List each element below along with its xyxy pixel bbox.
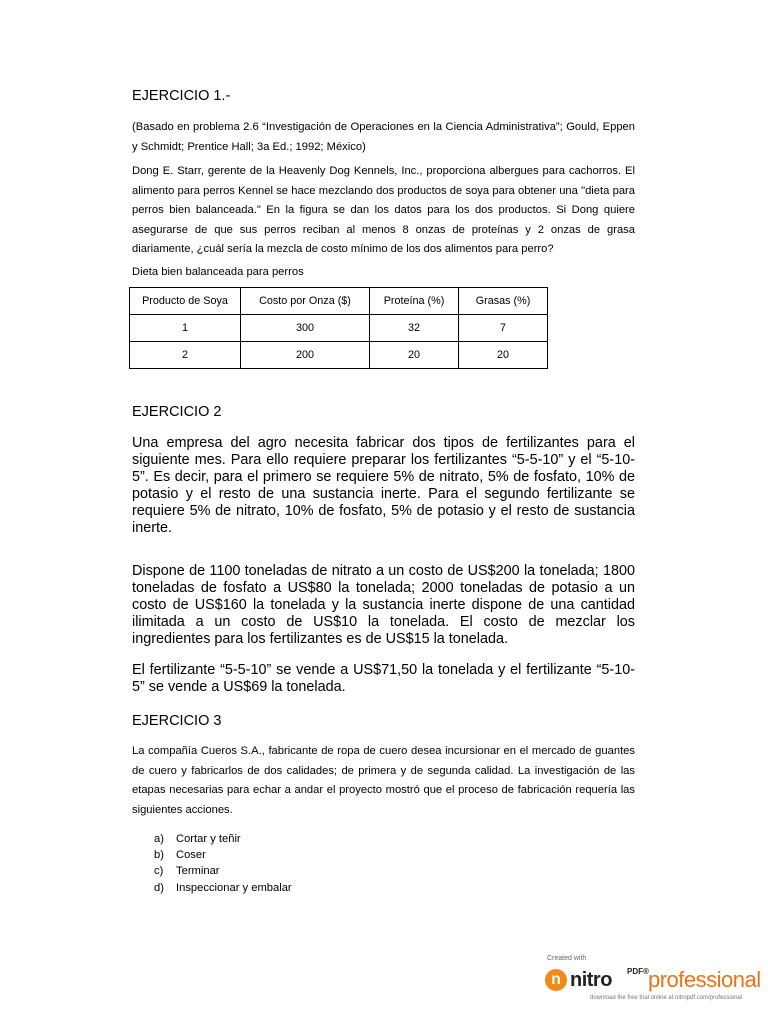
exercise-2-paragraph-2: Dispone de 1100 toneladas de nitrato a un costo de US$200 la tonelada; 1800 toneladas de fosfato a US$80 la tonelada; 2000 toneladas de potasio a un costo de US$160 la tonelada y la sustancia inerte dispone de una cantidad ilimitada a un costo de US$10 la tonelada. El costo de mezclar los ingredientes para los fertilizantes es de US$15 la tonelada.: [132, 563, 635, 647]
nitro-product-text: professional: [648, 967, 761, 992]
list-item: [154, 880, 292, 896]
list-item-text: Terminar: [176, 865, 220, 878]
pdf-label: PDF: [627, 967, 643, 976]
list-item-letter: a): [154, 833, 164, 845]
list-item-letter: d): [154, 881, 164, 894]
table-cell: 7: [459, 315, 548, 342]
list-item-text: Coser: [176, 849, 206, 862]
diet-table: [129, 287, 548, 369]
list-item: [154, 831, 292, 847]
list-item-letter: b): [154, 849, 164, 862]
exercise-2-title: EJERCICIO 2: [132, 404, 222, 420]
table-header-row: [130, 288, 548, 315]
table-header-cell: Producto de Soya: [130, 288, 241, 315]
list-item-text: Cortar y teñir: [176, 833, 241, 845]
exercise-2-paragraph-3: El fertilizante “5-5-10” se vende a US$71,50 la tonelada y el fertilizante “5-10-5” se vende a US$69 la tonelada.: [132, 662, 635, 695]
table-header-cell: Costo por Onza ($): [241, 288, 370, 315]
table-cell: 300: [241, 315, 370, 342]
exercise-1-statement: Dong E. Starr, gerente de la Heavenly Dog Kennels, Inc., proporciona albergues para cachorros. El alimento para perros Kennel se hace mezclando dos productos de soya para obtener una "dieta para perros bien balanceada." En la figura se dan los datos para los dos productos. Si Dong quiere asegurarse de que sus perros reciban al menos 8 onzas de proteínas y 2 onzas de grasa diariamente, ¿cuál sería la mezcla de costo mínimo de los dos alimentos para perro?: [132, 165, 635, 255]
actions-list: [154, 831, 292, 896]
table-cell: 20: [459, 342, 548, 369]
table-caption: Dieta bien balanceada para perros: [132, 266, 304, 278]
table-header-cell: Grasas (%): [459, 288, 548, 315]
exercise-2-paragraph-1: Una empresa del agro necesita fabricar dos tipos de fertilizantes para el siguiente mes. Para ello requiere preparar los fertilizantes “5-5-10” y el “5-10-5”. Es decir, para el primero se requiere 5% de nitrato, 5% de fosfato, 10% de potasio y el resto de una sustancia inerte. Para el segundo fertilizante se requiere 5% de nitrato, 10% de fosfato, 5% de potasio y el resto de sustancia inerte.: [132, 435, 635, 536]
exercise-1-source: (Basado en problema 2.6 “Investigación de Operaciones en la Ciencia Administrativa”; Gould, Eppen y Schmidt; Prentice Hall; 3a Ed.; 1992; México): [132, 121, 635, 153]
table-cell: 1: [130, 315, 241, 342]
table-row: [130, 315, 548, 342]
table-header-cell: Proteína (%): [370, 288, 459, 315]
table-cell: 32: [370, 315, 459, 342]
table-row: [130, 342, 548, 369]
nitro-pdf-text: [627, 967, 649, 976]
registered-mark: ®: [643, 967, 649, 976]
nitro-watermark: [545, 955, 765, 1005]
created-with-text: Created with: [547, 955, 587, 962]
table-cell: 20: [370, 342, 459, 369]
exercise-3-title: EJERCICIO 3: [132, 713, 222, 729]
table-cell: 2: [130, 342, 241, 369]
nitro-logo-icon: n: [545, 969, 567, 991]
exercise-1-title: EJERCICIO 1.-: [132, 88, 231, 104]
list-item-text: Inspeccionar y embalar: [176, 881, 292, 894]
nitro-trial-text: download the free trial online at nitropdf.com/professional: [590, 995, 743, 1001]
table-cell: 200: [241, 342, 370, 369]
list-item-letter: c): [154, 865, 164, 878]
nitro-brand-text: nitro: [570, 969, 612, 991]
list-item: [154, 863, 292, 879]
list-item: [154, 847, 292, 863]
exercise-3-paragraph: La compañía Cueros S.A., fabricante de ropa de cuero desea incursionar en el mercado de guantes de cuero y fabricarlos de dos calidades; de primera y de segunda calidad. La investigación de las etapas necesarias para echar a andar el proyecto mostró que el proceso de fabricación requería las siguientes acciones.: [132, 745, 635, 816]
